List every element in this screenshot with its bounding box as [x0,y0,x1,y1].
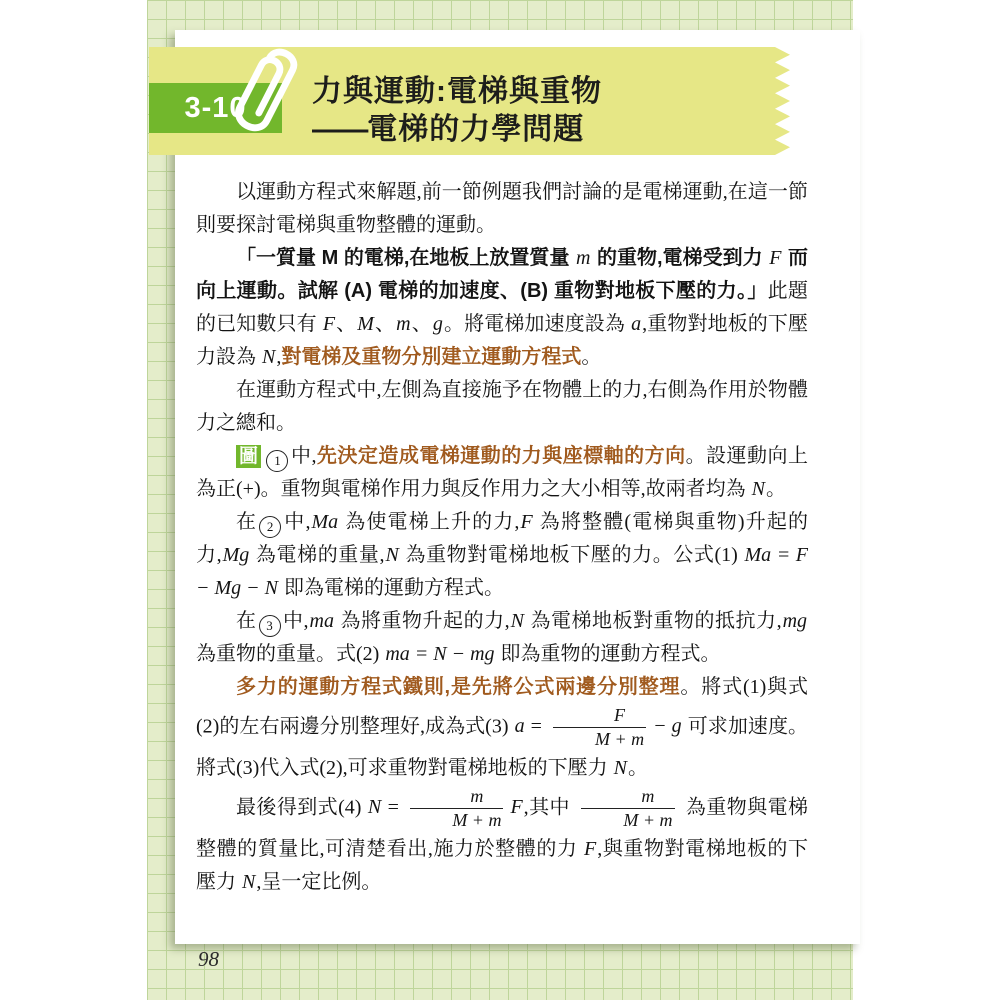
text-run: ,其中 [523,796,576,819]
section-number: 3-10 [184,91,247,124]
text-run: 。設運動向上為正(+)。重物與電梯作用力與反作用力之大小相等,故兩者均為 [196,445,808,500]
text-run: ,重物對地板的下壓力設為 [196,313,809,368]
text-run: 即為電梯的運動方程式。 [279,577,504,599]
text-run: = [382,796,405,819]
text-run: 為重物對電梯地板下壓的力。公式(1) [399,544,744,566]
text-run: N [510,610,524,632]
text-run: 中, [282,610,309,632]
text-run: ,與重物對電梯地板的下壓力 [196,837,809,893]
text-run: 為重物與電梯整體的質量比,可清楚看出,施力於整體的力 [196,796,809,860]
text-run: F [769,247,782,269]
text-run: F [510,796,523,819]
text-run: , [276,346,282,368]
highlight-text: 先決定造成電梯運動的力與座標軸的方向 [316,445,686,467]
text-run: 、 [374,313,396,335]
title-dash: —— [312,113,365,146]
text-run: N [367,796,382,819]
highlight-text: 多力的運動方程式鐵則,是先將公式兩邊分別整理 [236,676,681,698]
paragraph [196,785,808,899]
text-run: 「一質量 M 的電梯,在地板上放置質量 [236,247,576,269]
text-run: N [385,544,399,566]
text-run: 為電梯的重量, [250,544,385,566]
text-run: 。 [765,478,786,500]
highlight-text: 對電梯及重物分別建立運動方程式 [281,346,582,368]
text-run: 。 [627,756,648,779]
text-run: 、 [411,313,432,335]
text-run: 為重物的重量。式(2) [196,643,385,665]
text-run: ma [309,610,334,632]
text-run: 最後得到式(4) [236,796,367,819]
text-run: 在 [236,610,257,632]
figure-badge: 圖 [236,445,261,468]
text-run: Ma [311,511,339,533]
text-run: a [514,715,525,738]
text-run: 可求加速度。將式(3)代入式(2),可求重物對電梯地板的下壓力 [196,715,809,779]
paragraph [196,605,808,671]
fraction: $\frac{m}{M + m}$ [581,785,674,833]
text-run: 中, [290,445,317,467]
text-run: = [525,715,547,738]
paragraph [196,671,808,785]
text-run: F [584,837,597,860]
text-run: m [576,247,591,269]
text-run: 。將式(1)與式(2)的左右兩邊分別整理好,成為式(3) [196,676,808,738]
circled-number: 2 [259,516,281,538]
text-run: a [631,313,642,335]
text-run: 在 [236,511,258,533]
paragraph [196,506,808,605]
text-run: ma = N − mg [385,643,495,665]
text-run: 的重物,電梯受到力 [591,247,769,269]
section-title-line1: 力與運動:電梯與重物 [312,75,602,108]
text-run: F [520,511,533,533]
text-run: 而向上運動。試解 (A) 電梯的加速度、(B) 重物對地板下壓的力。」 [196,247,809,302]
section-title-line2: ——電梯的力學問題 [312,113,585,146]
text-run: 中, [283,511,311,533]
text-run: 為使電梯上升的力, [339,511,520,533]
text-run: 為將重物升起的力, [335,610,510,632]
text-run: M [357,313,374,335]
text-run: g [432,313,443,335]
paragraph [196,440,808,506]
text-run: N [751,478,765,500]
paragraph [196,242,808,374]
text-run: 即為重物的運動方程式。 [495,643,721,665]
text-run: Ma = F − Mg − N [196,544,809,599]
fraction: $\frac{m}{M + m}$ [410,785,503,833]
text-run: 。將電梯加速度設為 [443,313,631,335]
text-run: 為電梯地板對重物的抵抗力, [524,610,782,632]
page [175,30,860,944]
text-run: 在運動方程式中,左側為直接施予在物體上的力,右側為作用於物體力之總和。 [196,379,808,434]
text-run: 、 [336,313,357,335]
text-run: 以運動方程式來解題,前一節例題我們討論的是電梯運動,在這一節則要探討電梯與重物整體的運動。 [196,181,808,236]
text-run: F [322,313,336,335]
text-run: 此題的已知數只有 [196,280,808,335]
body-text [196,176,808,899]
paragraph [196,374,808,440]
paragraph [196,176,808,242]
circled-number: 3 [259,615,281,637]
text-run: 為將整體(電梯與重物)升起的力, [196,511,809,566]
text-run: m [396,313,411,335]
text-run: ,呈一定比例。 [256,870,382,893]
page-number: 98 [198,947,219,971]
text-run: N [242,870,256,893]
text-run: 。 [581,346,602,368]
text-run: N [613,756,627,779]
circled-number: 1 [266,450,288,472]
text-run: N [262,346,276,368]
section-title [312,73,812,149]
fraction: $\frac{F}{M + m}$ [553,704,646,752]
text-run: mg [782,610,808,632]
text-run: Mg [222,544,250,566]
text-run: − g [653,715,682,738]
